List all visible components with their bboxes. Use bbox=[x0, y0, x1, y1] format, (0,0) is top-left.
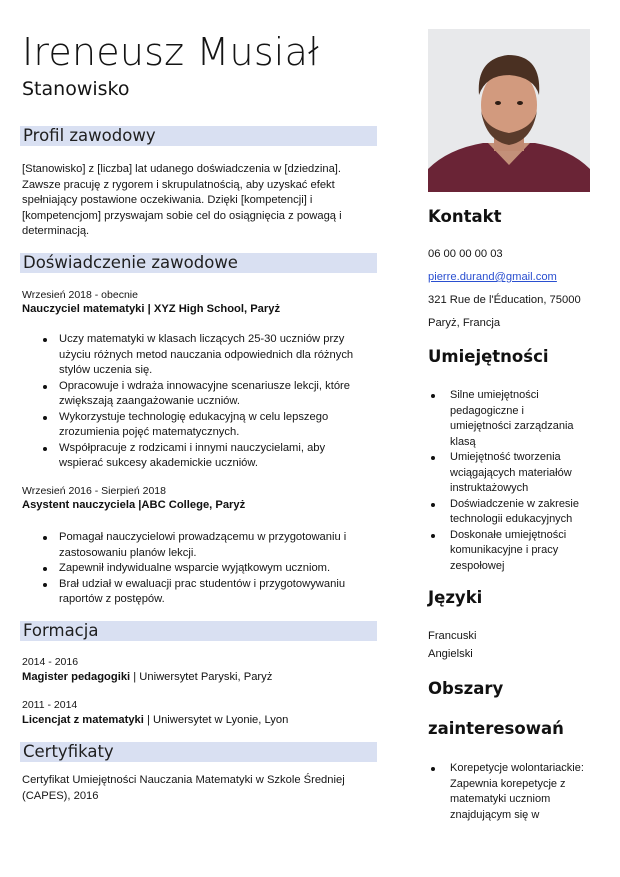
profile-photo bbox=[428, 29, 590, 192]
list-item: Doświadczenie w zakresie technologii edukacyjnych bbox=[428, 497, 588, 528]
contact-heading: Kontakt bbox=[428, 207, 502, 226]
section-header-certificates bbox=[20, 742, 377, 762]
list-item: Umiejętność tworzenia wciągających materiałów instruktażowych bbox=[428, 450, 588, 497]
school-name: | Uniwersytet w Lyonie, Lyon bbox=[143, 714, 289, 726]
job-dates: Wrzesień 2016 - Sierpień 2018 bbox=[22, 485, 166, 497]
section-title: Formacja bbox=[23, 621, 99, 640]
education-entry bbox=[22, 714, 288, 726]
certificate-text: Certyfikat Umiejętności Nauczania Matematyki w Szkole Średniej (CAPES), 2016 bbox=[22, 774, 345, 802]
skills-heading: Umiejętności bbox=[428, 347, 549, 366]
profile-text: [Stanowisko] z [liczba] lat udanego doświadczenia w [dziedzina]. Zawsze pracuję z rygorem i skrupulatnością, aby uzyskać efekt spełniający postawione oczekiwania. Dzięki [kompetencji] i [kompetencjom] przyswajam sobie cel do osiągnięcia z powagą i determinacją. bbox=[22, 163, 342, 237]
interests-heading-line2: zainteresowań bbox=[428, 719, 564, 738]
interests-heading-line1: Obszary bbox=[428, 679, 504, 698]
candidate-name: Ireneusz Musiał bbox=[22, 30, 320, 74]
language-item: Angielski bbox=[428, 648, 473, 660]
job-dates: Wrzesień 2018 - obecnie bbox=[22, 289, 138, 301]
list-item: Współpracuje z rodzicami i innymi nauczycielami, aby wspierać sukcesy akademickie uczniów. bbox=[22, 441, 367, 472]
skills-list bbox=[428, 388, 588, 574]
list-item: Doskonałe umiejętności komunikacyjne i pracy zespołowej bbox=[428, 528, 588, 575]
education-dates: 2011 - 2014 bbox=[22, 699, 78, 711]
section-title: Certyfikaty bbox=[23, 742, 114, 761]
languages-heading: Języki bbox=[428, 588, 483, 607]
contact-address-line2: Paryż, Francja bbox=[428, 317, 501, 329]
list-item: Zapewnił indywidualne wsparcie wyjątkowym uczniom. bbox=[22, 561, 367, 577]
contact-email-link[interactable]: pierre.durand@gmail.com bbox=[428, 271, 557, 283]
job-title: Nauczyciel matematyki | XYZ High School, Paryż bbox=[22, 303, 281, 315]
education-dates: 2014 - 2016 bbox=[22, 656, 79, 668]
list-item: Wykorzystuje technologię edukacyjną w celu lepszego zrozumienia pojęć matematycznych. bbox=[22, 410, 367, 441]
list-item: Silne umiejętności pedagogiczne i umiejętności zarządzania klasą bbox=[428, 388, 588, 450]
degree-name: Licencjat z matematyki bbox=[22, 714, 144, 726]
list-item: Pomagał nauczycielowi prowadzącemu w przygotowaniu i zastosowaniu planów lekcji. bbox=[22, 530, 367, 561]
language-item: Francuski bbox=[428, 630, 477, 642]
list-item: Uczy matematyki w klasach liczących 25-30 uczniów przy użyciu różnych metod nauczania odpowiednich dla różnych stylów uczenia się. bbox=[22, 332, 367, 379]
list-item: Brał udział w ewaluacji prac studentów i przygotowywaniu raportów z postępów. bbox=[22, 577, 367, 608]
contact-phone: 06 00 00 00 03 bbox=[428, 248, 503, 260]
job-bullet-list bbox=[22, 530, 367, 608]
school-name: | Uniwersytet Paryski, Paryż bbox=[130, 671, 273, 683]
section-header-education bbox=[20, 621, 377, 641]
section-title: Profil zawodowy bbox=[23, 126, 156, 145]
section-header-experience bbox=[20, 253, 377, 273]
contact-address-line1: 321 Rue de l'Éducation, 75000 bbox=[428, 294, 581, 306]
list-item: Opracowuje i wdraża innowacyjne scenariusze lekcji, które zwiększają zaangażowanie uczniów. bbox=[22, 379, 367, 410]
degree-name: Magister pedagogiki bbox=[22, 671, 131, 683]
candidate-position: Stanowisko bbox=[22, 78, 130, 100]
section-header-profile bbox=[20, 126, 377, 146]
job-title: Asystent nauczyciela |ABC College, Paryż bbox=[22, 499, 246, 511]
job-bullet-list bbox=[22, 332, 367, 472]
education-entry bbox=[22, 671, 272, 683]
section-title: Doświadczenie zawodowe bbox=[23, 253, 238, 272]
list-item: Korepetycje wolontariackie: Zapewnia korepetycje z matematyki uczniom znajdującym się w bbox=[428, 761, 588, 823]
interests-list bbox=[428, 761, 588, 823]
person-portrait-image bbox=[428, 29, 590, 192]
